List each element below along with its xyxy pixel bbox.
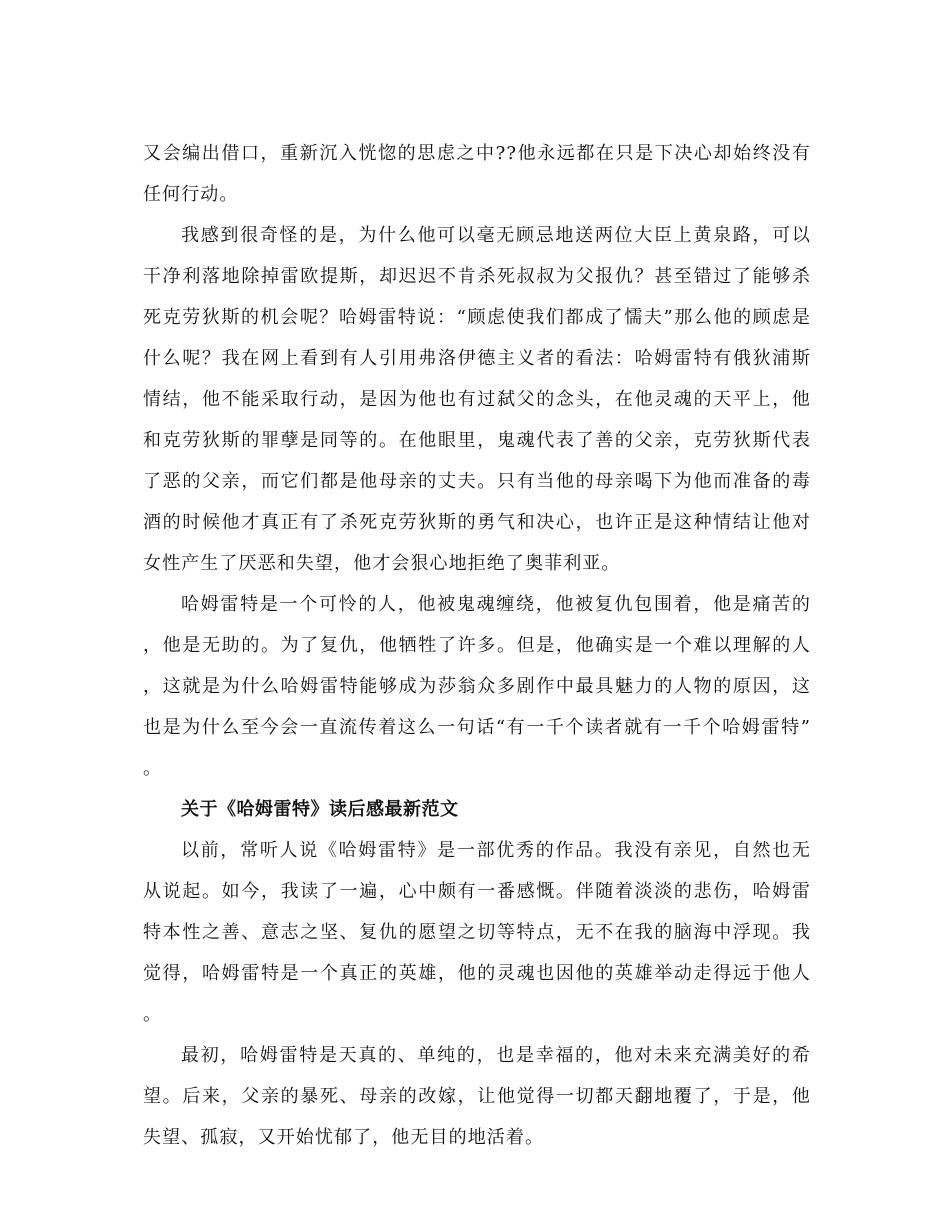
document-body: [143, 133, 811, 1158]
section-heading: 关于《哈姆雷特》读后感最新范文: [181, 799, 459, 820]
paragraph-pitiable: 哈姆雷特是一个可怜的人，他被鬼魂缠绕，他被复仇包围着，他是痛苦的，他是无助的。为了复仇，他牺牲了许多。但是，他确实是一个难以理解的人，这就是为什么哈姆雷特能够成为莎翁众多剧作中最具魅力的人物的原因，这也是为什么至今会一直流传着这么一句话“有一千个读者就有一千个哈姆雷特”。: [143, 594, 811, 779]
paragraph-beginning: 最初，哈姆雷特是天真的、单纯的，也是幸福的，他对未来充满美好的希望。后来，父亲的暴死、母亲的改嫁，让他觉得一切都天翻地覆了，于是，他失望、孤寂，又开始忧郁了，他无目的地活着。: [143, 1045, 811, 1148]
paragraph-hesitation: 我感到很奇怪的是，为什么他可以毫无顾忌地送两位大臣上黄泉路，可以干净利落地除掉雷欧提斯，却迟迟不肯杀死叔叔为父报仇？甚至错过了能够杀死克劳狄斯的机会呢？哈姆雷特说：“顾虑使我们都成了懦夫”那么他的顾虑是什么呢？我在网上看到有人引用弗洛伊德主义者的看法：哈姆雷特有俄狄浦斯情结，他不能采取行动，是因为他也有过弑父的念头，在他灵魂的天平上，他和克劳狄斯的罪孽是同等的。在他眼里，鬼魂代表了善的父亲，克劳狄斯代表了恶的父亲，而它们都是他母亲的丈夫。只有当他的母亲喝下为他而准备的毒酒的时候他才真正有了杀死克劳狄斯的勇气和决心，也许正是这种情结让他对女性产生了厌恶和失望，他才会狠心地拒绝了奥菲利亚。: [143, 225, 811, 574]
paragraph-intro: 以前，常听人说《哈姆雷特》是一部优秀的作品。我没有亲见，自然也无从说起。如今，我读了一遍，心中颇有一番感慨。伴随着淡淡的悲伤，哈姆雷特本性之善、意志之坚、复仇的愿望之切等特点，无不在我的脑海中浮现。我觉得，哈姆雷特是一个真正的英雄，他的灵魂也因他的英雄举动走得远于他人。: [143, 840, 811, 1025]
paragraph-continuation: 又会编出借口，重新沉入恍惚的思虑之中??他永远都在只是下决心却始终没有任何行动。: [143, 143, 811, 205]
